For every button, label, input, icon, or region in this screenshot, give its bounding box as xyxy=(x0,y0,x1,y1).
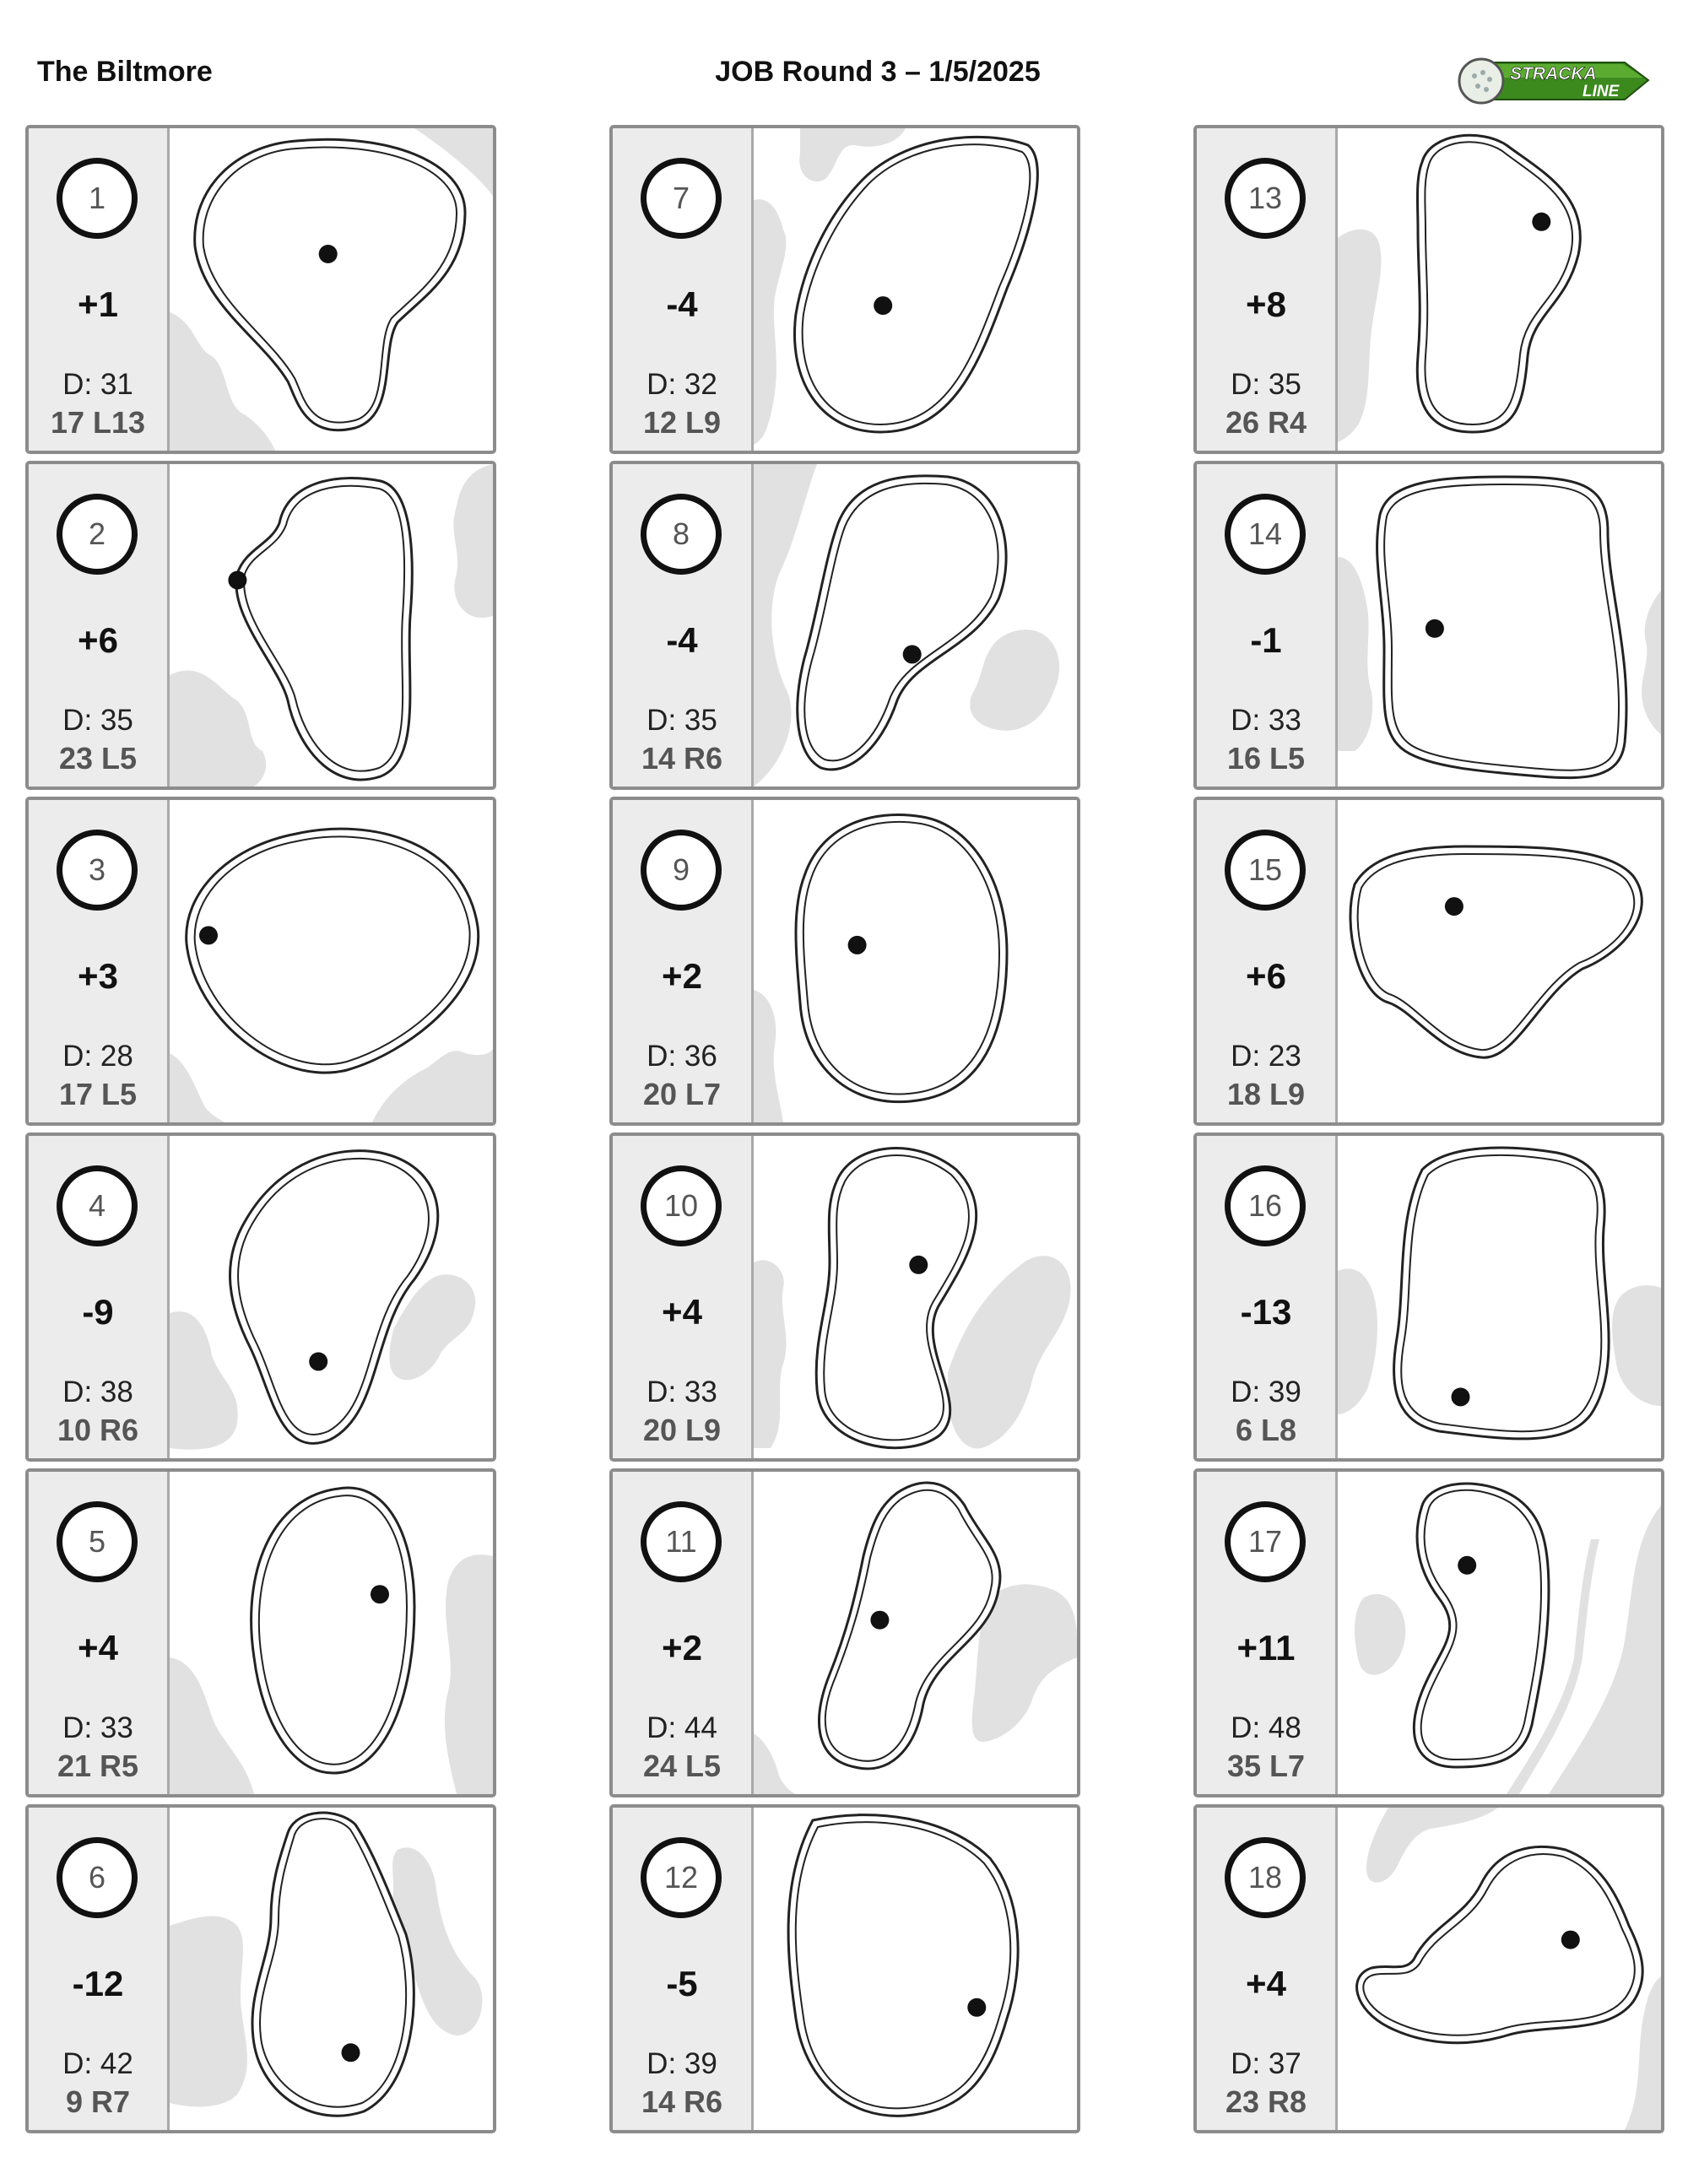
green-depth: D: 36 xyxy=(647,1040,717,1073)
pin-position: 23 L5 xyxy=(58,741,138,776)
green-diagram xyxy=(170,1136,493,1458)
hole-card xyxy=(1193,461,1664,790)
hole-number: 2 xyxy=(57,494,138,575)
hole-card xyxy=(1193,1133,1664,1462)
hole-info-panel xyxy=(29,128,170,451)
pin-position: 17 L13 xyxy=(50,405,146,440)
green-diagram xyxy=(754,1808,1077,2130)
hole-card xyxy=(1193,1468,1664,1797)
hole-card xyxy=(1193,125,1664,454)
pin-position: 24 L5 xyxy=(642,1749,722,1783)
hole-score: +2 xyxy=(662,956,702,996)
hole-number: 14 xyxy=(1225,494,1306,575)
hole-card xyxy=(25,797,496,1126)
hole-number: 7 xyxy=(641,158,722,239)
hole-score: +4 xyxy=(1246,1964,1286,2003)
pin-marker xyxy=(371,1585,389,1603)
hole-number: 1 xyxy=(57,158,138,239)
pin-marker xyxy=(309,1352,327,1370)
logo-word-stracka: STRACKA xyxy=(1510,64,1597,84)
hole-card xyxy=(25,1804,496,2133)
green-depth: D: 48 xyxy=(1231,1711,1301,1744)
hole-score: -4 xyxy=(666,284,698,324)
green-depth: D: 39 xyxy=(647,2047,717,2080)
green-diagram xyxy=(170,464,493,787)
hole-info-panel xyxy=(613,1136,754,1458)
hole-card xyxy=(25,125,496,454)
hole-number: 17 xyxy=(1225,1501,1306,1582)
hole-number: 12 xyxy=(641,1837,722,1918)
hole-card xyxy=(609,1133,1080,1462)
hole-info-panel xyxy=(613,1472,754,1794)
hole-score: +4 xyxy=(78,1628,118,1668)
green-depth: D: 33 xyxy=(647,1376,717,1408)
logo-word-line: LINE xyxy=(1582,83,1620,100)
green-depth: D: 32 xyxy=(647,368,717,401)
hole-number: 15 xyxy=(1225,830,1306,911)
green-diagram xyxy=(754,128,1077,451)
hole-score: -13 xyxy=(1240,1292,1292,1332)
hole-number: 10 xyxy=(641,1165,722,1246)
pin-position: 26 R4 xyxy=(1225,405,1307,440)
green-diagram xyxy=(754,1136,1077,1458)
pin-position: 6 L8 xyxy=(1235,1413,1297,1447)
green-diagram xyxy=(754,800,1077,1122)
hole-score: +11 xyxy=(1236,1628,1296,1668)
green-diagram xyxy=(1338,1472,1661,1794)
hole-info-panel xyxy=(613,1808,754,2130)
hole-number: 4 xyxy=(57,1165,138,1246)
hole-card xyxy=(1193,797,1664,1126)
hole-score: +6 xyxy=(78,620,118,660)
hole-info-panel xyxy=(29,1808,170,2130)
green-depth: D: 44 xyxy=(647,1711,717,1744)
hole-score: -4 xyxy=(666,620,698,660)
hole-info-panel xyxy=(1197,128,1338,451)
green-diagram xyxy=(1338,800,1661,1122)
green-diagram xyxy=(170,1472,493,1794)
green-depth: D: 42 xyxy=(62,2047,133,2080)
hole-card xyxy=(25,1468,496,1797)
hole-score: -12 xyxy=(72,1964,124,2003)
hole-score: +2 xyxy=(662,1628,702,1668)
green-diagram xyxy=(1338,128,1661,451)
pin-position: 16 L5 xyxy=(1226,741,1306,776)
pin-marker xyxy=(967,1998,986,2017)
hole-score: -9 xyxy=(82,1292,114,1332)
pin-marker xyxy=(903,645,922,663)
pin-position: 18 L9 xyxy=(1226,1077,1306,1111)
hole-number: 3 xyxy=(57,830,138,911)
pin-position: 21 R5 xyxy=(57,1749,139,1783)
green-depth: D: 37 xyxy=(1231,2047,1301,2080)
hole-card xyxy=(25,461,496,790)
pin-marker xyxy=(1458,1556,1476,1575)
pin-position: 20 L7 xyxy=(642,1077,722,1111)
hole-info-panel xyxy=(1197,1808,1338,2130)
hole-info-panel xyxy=(29,800,170,1122)
hole-info-panel xyxy=(1197,1136,1338,1458)
hole-number: 13 xyxy=(1225,158,1306,239)
hole-info-panel xyxy=(1197,1472,1338,1794)
stracka-line-logo xyxy=(1456,52,1650,108)
pin-marker xyxy=(909,1256,928,1274)
pin-position: 23 R8 xyxy=(1225,2084,1307,2119)
hole-score: -5 xyxy=(666,1964,698,2003)
green-diagram xyxy=(170,128,493,451)
pin-marker xyxy=(1452,1387,1470,1406)
pin-position: 35 L7 xyxy=(1226,1749,1306,1783)
hole-card xyxy=(609,1804,1080,2133)
course-name: The Biltmore xyxy=(37,56,213,88)
hole-number: 11 xyxy=(641,1501,722,1582)
hole-score: -1 xyxy=(1250,620,1282,660)
hole-info-panel xyxy=(1197,800,1338,1122)
hole-card xyxy=(1193,1804,1664,2133)
green-depth: D: 39 xyxy=(1231,1376,1301,1408)
hole-info-panel xyxy=(1197,464,1338,787)
pin-marker xyxy=(342,2043,360,2062)
pin-position: 20 L9 xyxy=(642,1413,722,1447)
green-depth: D: 28 xyxy=(62,1040,133,1073)
pin-marker xyxy=(319,245,338,263)
hole-number: 5 xyxy=(57,1501,138,1582)
pin-marker xyxy=(848,936,867,954)
pin-position: 14 R6 xyxy=(641,2084,723,2119)
green-diagram xyxy=(1338,1136,1661,1458)
hole-number: 8 xyxy=(641,494,722,575)
pin-marker xyxy=(1445,897,1463,916)
green-depth: D: 35 xyxy=(62,704,133,737)
hole-number: 18 xyxy=(1225,1837,1306,1918)
hole-number: 6 xyxy=(57,1837,138,1918)
green-depth: D: 35 xyxy=(647,704,717,737)
pin-position: 14 R6 xyxy=(641,741,723,776)
green-depth: D: 35 xyxy=(1231,368,1301,401)
pin-position: 10 R6 xyxy=(57,1413,139,1447)
hole-number: 9 xyxy=(641,830,722,911)
pin-position: 9 R7 xyxy=(65,2084,131,2119)
hole-card xyxy=(609,461,1080,790)
green-diagram xyxy=(1338,464,1661,787)
green-depth: D: 38 xyxy=(62,1376,133,1408)
hole-score: +4 xyxy=(662,1292,702,1332)
green-diagram xyxy=(1338,1808,1661,2130)
pin-marker xyxy=(1561,1931,1580,1949)
hole-card xyxy=(609,1468,1080,1797)
green-diagram xyxy=(754,464,1077,787)
hole-score: +6 xyxy=(1246,956,1286,996)
pin-position: 12 L9 xyxy=(642,405,722,440)
hole-info-panel xyxy=(29,1136,170,1458)
green-depth: D: 23 xyxy=(1231,1040,1301,1073)
hole-card xyxy=(25,1133,496,1462)
green-diagram xyxy=(170,1808,493,2130)
hole-score: +3 xyxy=(78,956,118,996)
pin-marker xyxy=(1426,619,1444,638)
green-depth: D: 33 xyxy=(1231,704,1301,737)
green-diagram xyxy=(170,800,493,1122)
green-diagram xyxy=(754,1472,1077,1794)
hole-card xyxy=(609,125,1080,454)
hole-score: +1 xyxy=(78,284,118,324)
green-depth: D: 31 xyxy=(62,368,133,401)
green-depth: D: 33 xyxy=(62,1711,133,1744)
hole-info-panel xyxy=(29,1472,170,1794)
pin-marker xyxy=(228,571,246,590)
hole-info-panel xyxy=(613,800,754,1122)
hole-info-panel xyxy=(613,128,754,451)
pin-marker xyxy=(870,1611,889,1630)
hole-card xyxy=(609,797,1080,1126)
pin-marker xyxy=(874,296,892,315)
pin-marker xyxy=(1532,213,1550,231)
hole-score: +8 xyxy=(1246,284,1286,324)
hole-number: 16 xyxy=(1225,1165,1306,1246)
round-title: JOB Round 3 – 1/5/2025 xyxy=(715,56,1041,88)
hole-info-panel xyxy=(29,464,170,787)
pin-marker xyxy=(199,926,218,944)
pin-position: 17 L5 xyxy=(58,1077,138,1111)
hole-info-panel xyxy=(613,464,754,787)
